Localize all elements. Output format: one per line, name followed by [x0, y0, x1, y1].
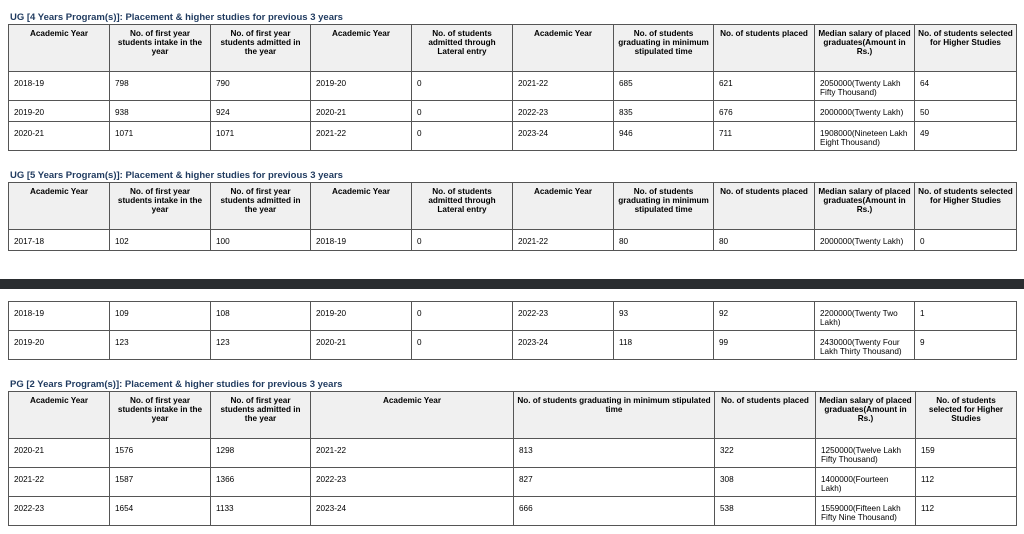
table-cell: 118: [614, 331, 714, 360]
table-cell: 0: [412, 101, 513, 122]
table-cell: 2050000(Twenty Lakh Fifty Thousand): [815, 72, 915, 101]
header-cell: No. of students selected for Higher Studies: [915, 183, 1017, 230]
table-cell: 1298: [211, 439, 311, 468]
table-cell: 1400000(Fourteen Lakh): [816, 468, 916, 497]
table-cell: 2020-21: [311, 101, 412, 122]
header-cell: Academic Year: [9, 25, 110, 72]
header-cell: No. of first year students admitted in the year: [211, 25, 311, 72]
table-cell: 80: [714, 230, 815, 251]
table-cell: 2000000(Twenty Lakh): [815, 101, 915, 122]
table-cell: 2021-22: [311, 439, 514, 468]
table-cell: 621: [714, 72, 815, 101]
header-cell: No. of students graduating in minimum stipulated time: [614, 183, 714, 230]
table-cell: 2018-19: [311, 230, 412, 251]
header-cell: Median salary of placed graduates(Amount in Rs.): [816, 392, 916, 439]
header-cell: No. of students admitted through Lateral entry: [412, 183, 513, 230]
table-cell: 0: [412, 122, 513, 151]
table-cell: 1: [915, 302, 1017, 331]
table-cell: 2018-19: [9, 302, 110, 331]
table-cell: 123: [110, 331, 211, 360]
table-cell: 80: [614, 230, 714, 251]
table-cell: 2019-20: [311, 72, 412, 101]
pg2-section-title: PG [2 Years Program(s)]: Placement & higher studies for previous 3 years: [10, 379, 343, 390]
ug4-table: [8, 24, 1017, 151]
table-cell: 666: [514, 497, 715, 526]
header-cell: No. of students graduating in minimum stipulated time: [614, 25, 714, 72]
table-cell: 2020-21: [9, 439, 110, 468]
table-cell: 112: [916, 468, 1017, 497]
page-break-divider: [0, 279, 1024, 289]
ug4-section-title: UG [4 Years Program(s)]: Placement & higher studies for previous 3 years: [10, 12, 343, 23]
ug5-table-continued: [8, 301, 1017, 360]
table-cell: 0: [915, 230, 1017, 251]
header-cell: No. of first year students admitted in the year: [211, 183, 311, 230]
header-row: [9, 183, 1017, 230]
table-cell: 685: [614, 72, 714, 101]
table-cell: 790: [211, 72, 311, 101]
header-cell: No. of first year students admitted in the year: [211, 392, 311, 439]
table-cell: 1250000(Twelve Lakh Fifty Thousand): [816, 439, 916, 468]
table-cell: 2019-20: [311, 302, 412, 331]
table-cell: 123: [211, 331, 311, 360]
table-cell: 1908000(Nineteen Lakh Eight Thousand): [815, 122, 915, 151]
table-cell: 938: [110, 101, 211, 122]
table-cell: 1654: [110, 497, 211, 526]
table-cell: 538: [715, 497, 816, 526]
table-cell: 2022-23: [513, 101, 614, 122]
table-cell: 2019-20: [9, 101, 110, 122]
table-cell: 2021-22: [513, 230, 614, 251]
header-cell: No. of first year students intake in the year: [110, 392, 211, 439]
table-cell: 813: [514, 439, 715, 468]
header-cell: No. of students placed: [715, 392, 816, 439]
table-cell: 108: [211, 302, 311, 331]
header-cell: Median salary of placed graduates(Amount in Rs.): [815, 25, 915, 72]
ug5-table: [8, 182, 1017, 251]
table-row: [9, 72, 1017, 101]
header-row: [9, 392, 1017, 439]
table-cell: 64: [915, 72, 1017, 101]
table-cell: 827: [514, 468, 715, 497]
table-cell: 2021-22: [513, 72, 614, 101]
header-cell: Academic Year: [513, 25, 614, 72]
header-cell: Academic Year: [311, 392, 514, 439]
table-cell: 2018-19: [9, 72, 110, 101]
table-cell: 2021-22: [311, 122, 412, 151]
header-cell: No. of students admitted through Lateral entry: [412, 25, 513, 72]
table-cell: 0: [412, 331, 513, 360]
header-cell: Median salary of placed graduates(Amount in Rs.): [815, 183, 915, 230]
table-row: [9, 302, 1017, 331]
table-cell: 1071: [110, 122, 211, 151]
header-cell: No. of students selected for Higher Studies: [916, 392, 1017, 439]
table-cell: 109: [110, 302, 211, 331]
table-cell: 92: [714, 302, 815, 331]
table-cell: 100: [211, 230, 311, 251]
table-cell: 2022-23: [9, 497, 110, 526]
ug5-section-title: UG [5 Years Program(s)]: Placement & higher studies for previous 3 years: [10, 170, 343, 181]
table-cell: 0: [412, 72, 513, 101]
header-cell: No. of first year students intake in the year: [110, 25, 211, 72]
header-cell: Academic Year: [311, 183, 412, 230]
table-cell: 112: [916, 497, 1017, 526]
table-cell: 2200000(Twenty Two Lakh): [815, 302, 915, 331]
table-cell: 1576: [110, 439, 211, 468]
table-row: [9, 439, 1017, 468]
table-cell: 93: [614, 302, 714, 331]
table-cell: 798: [110, 72, 211, 101]
table-cell: 2017-18: [9, 230, 110, 251]
table-cell: 50: [915, 101, 1017, 122]
header-cell: Academic Year: [9, 183, 110, 230]
header-cell: No. of students selected for Higher Studies: [915, 25, 1017, 72]
table-cell: 1559000(Fifteen Lakh Fifty Nine Thousand): [816, 497, 916, 526]
table-cell: 2022-23: [311, 468, 514, 497]
header-cell: Academic Year: [9, 392, 110, 439]
header-cell: No. of students graduating in minimum stipulated time: [514, 392, 715, 439]
header-cell: Academic Year: [311, 25, 412, 72]
table-cell: 9: [915, 331, 1017, 360]
table-cell: 2000000(Twenty Lakh): [815, 230, 915, 251]
table-cell: 1071: [211, 122, 311, 151]
table-row: [9, 468, 1017, 497]
table-cell: 711: [714, 122, 815, 151]
header-row: [9, 25, 1017, 72]
table-cell: 2021-22: [9, 468, 110, 497]
header-cell: No. of students placed: [714, 25, 815, 72]
header-cell: No. of students placed: [714, 183, 815, 230]
table-row: [9, 122, 1017, 151]
table-cell: 2020-21: [9, 122, 110, 151]
table-cell: 2022-23: [513, 302, 614, 331]
table-cell: 49: [915, 122, 1017, 151]
table-cell: 1366: [211, 468, 311, 497]
table-cell: 2019-20: [9, 331, 110, 360]
table-cell: 2430000(Twenty Four Lakh Thirty Thousand): [815, 331, 915, 360]
table-cell: 102: [110, 230, 211, 251]
table-cell: 322: [715, 439, 816, 468]
table-cell: 99: [714, 331, 815, 360]
table-cell: 924: [211, 101, 311, 122]
table-cell: 159: [916, 439, 1017, 468]
table-row: [9, 497, 1017, 526]
table-cell: 2020-21: [311, 331, 412, 360]
header-cell: Academic Year: [513, 183, 614, 230]
table-row: [9, 101, 1017, 122]
table-cell: 0: [412, 230, 513, 251]
table-cell: 2023-24: [513, 122, 614, 151]
table-cell: 1587: [110, 468, 211, 497]
table-cell: 2023-24: [311, 497, 514, 526]
table-cell: 1133: [211, 497, 311, 526]
table-cell: 676: [714, 101, 815, 122]
table-row: [9, 331, 1017, 360]
table-cell: 946: [614, 122, 714, 151]
table-cell: 308: [715, 468, 816, 497]
pg2-table: [8, 391, 1017, 526]
table-cell: 2023-24: [513, 331, 614, 360]
table-cell: 0: [412, 302, 513, 331]
header-cell: No. of first year students intake in the year: [110, 183, 211, 230]
table-row: [9, 230, 1017, 251]
table-cell: 835: [614, 101, 714, 122]
